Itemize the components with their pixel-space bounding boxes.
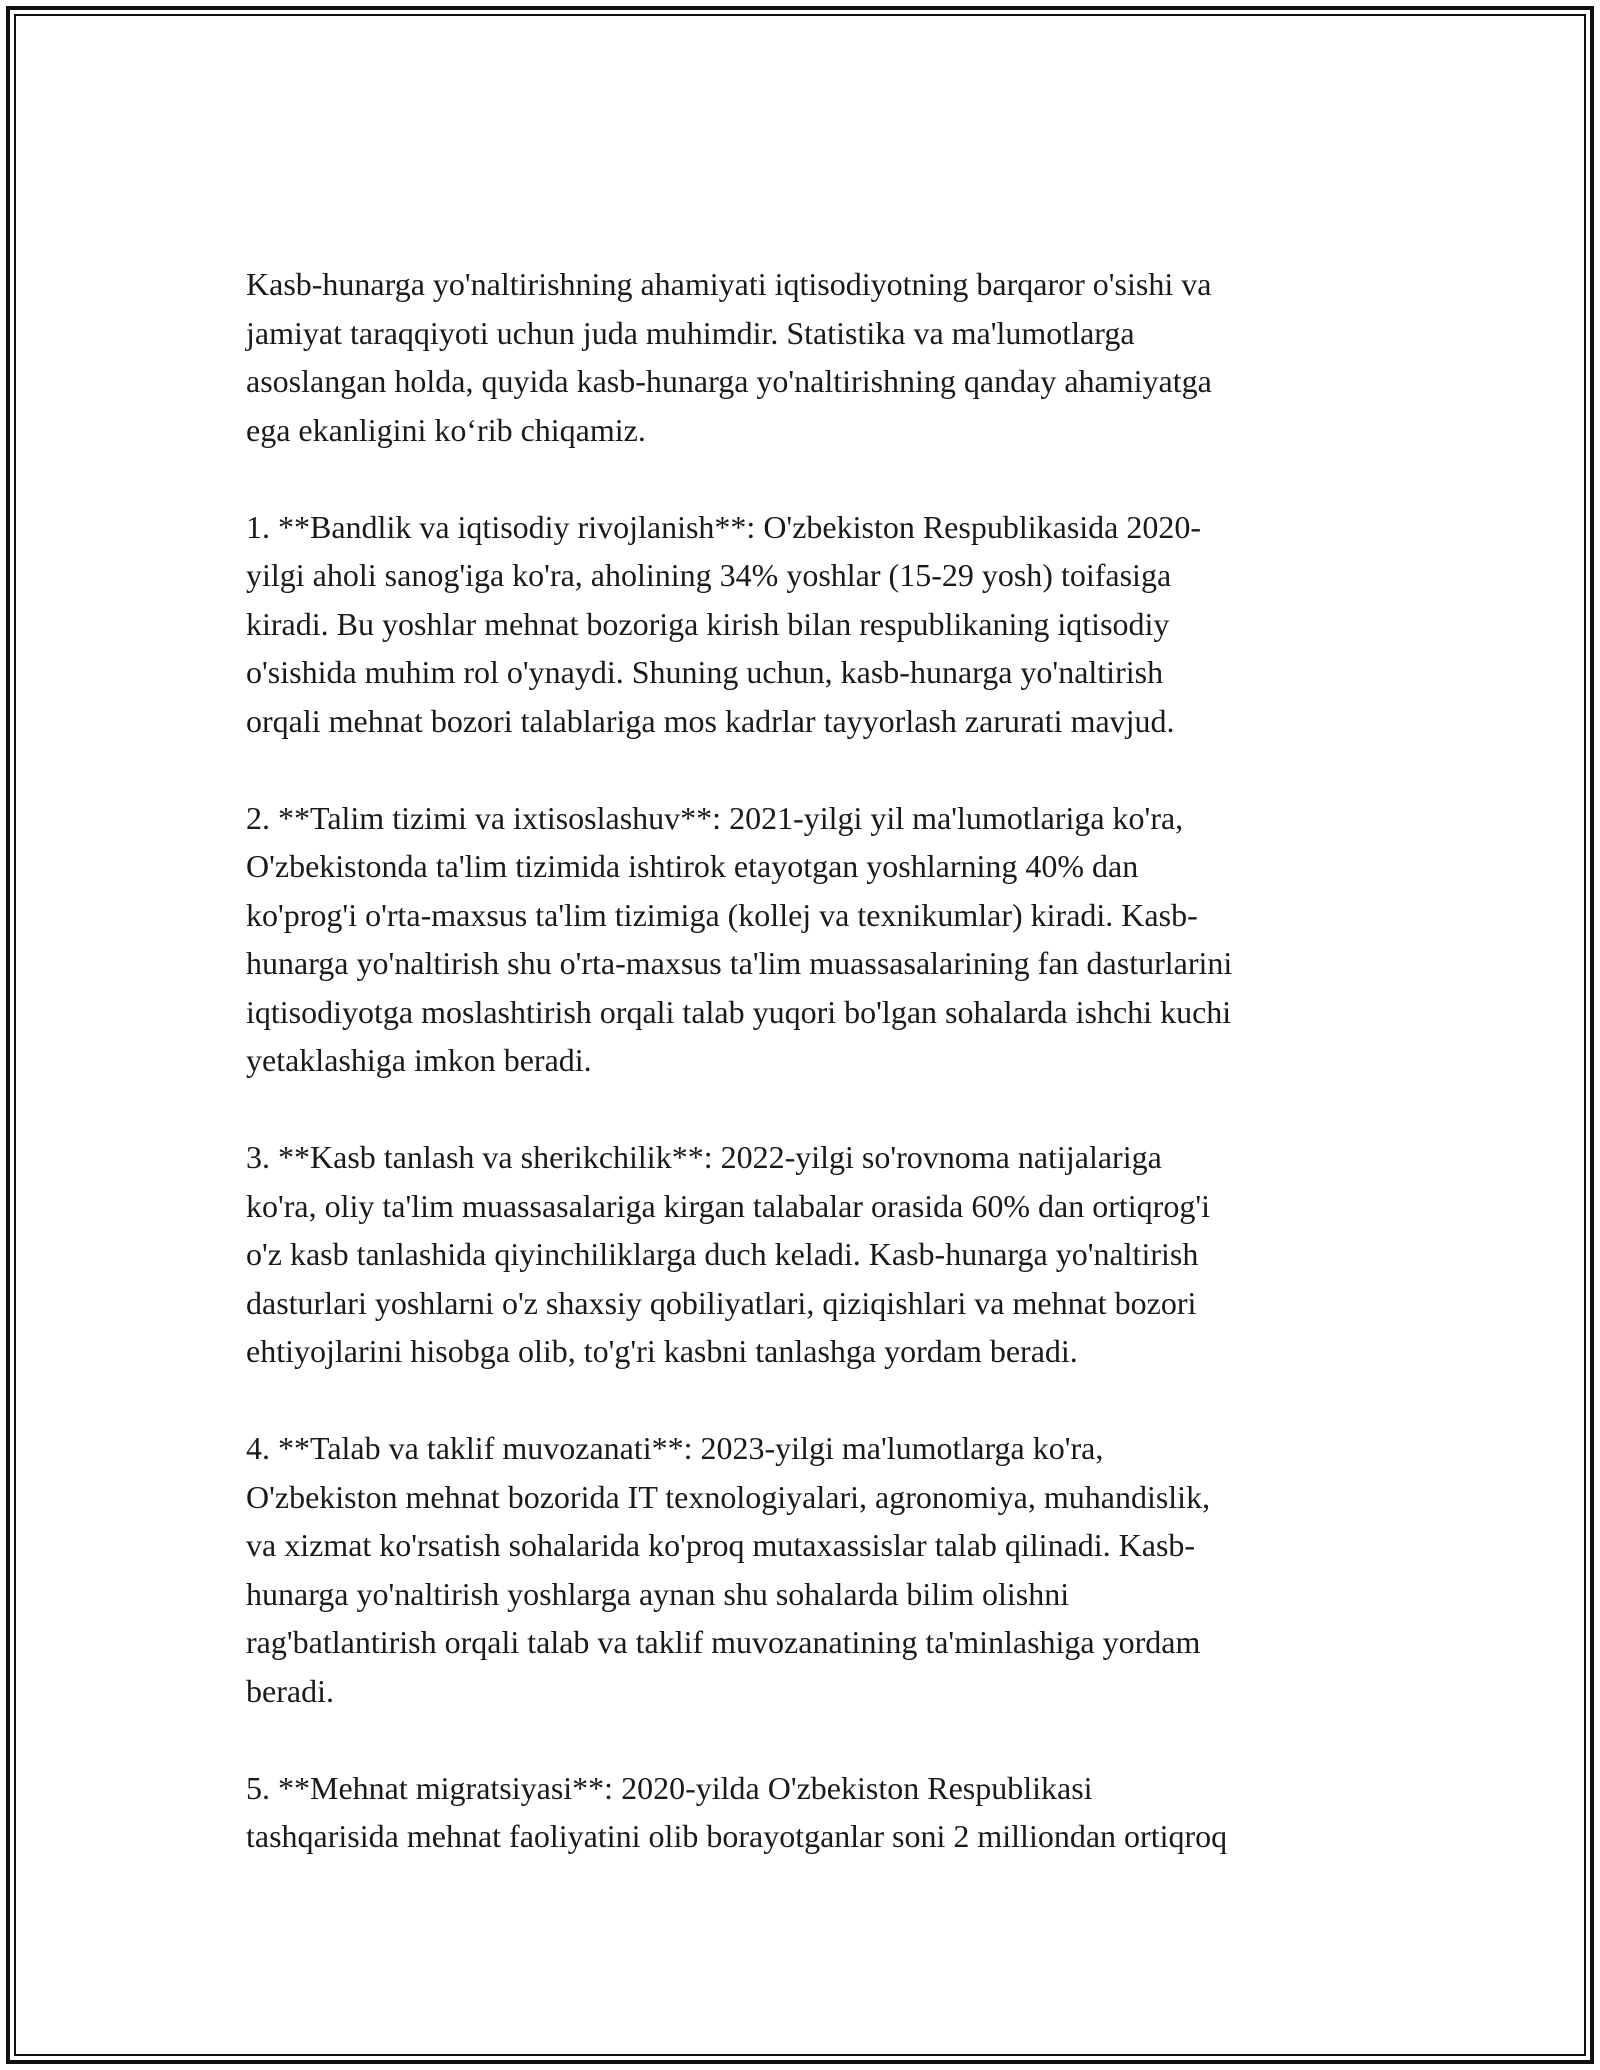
- paragraph-employment: 1. **Bandlik va iqtisodiy rivojlanish**: O'zbekiston Respublikasida 2020- yilgi aholi sanog'iga ko'ra, aholining 34% yoshlar (15-29 yosh) toifasiga kiradi. Bu yoshlar mehnat bozoriga kirish bilan respublikaning iqtisodiy o'sishida muhim rol o'ynaydi. Shuning uchun, kasb-hunarga yo'naltirish orqali mehnat bozori talablariga mos kadrlar tayyorlash zarurati mavjud.: [246, 508, 1202, 739]
- paragraph-labor-migration: 5. **Mehnat migratsiyasi**: 2020-yilda O'zbekiston Respublikasi tashqarisida mehnat faoliyatini olib borayotganlar soni 2 milliondan ortiqroq: [246, 1769, 1228, 1854]
- intro-paragraph: Kasb-hunarga yo'naltirishning ahamiyati iqtisodiyotning barqaror o'sishi va jamiyat taraqqiyoti uchun juda muhimdir. Statistika va ma'lumotlarga asoslangan holda, quyida kasb-hunarga yo'naltirishning qanday ahamiyatga ega ekanligini ko‘rib chiqamiz.: [246, 266, 1212, 448]
- paragraph-supply-demand: 4. **Talab va taklif muvozanati**: 2023-yilgi ma'lumotlarga ko'ra, O'zbekiston mehnat bozorida IT texnologiyalari, agronomiya, muhandislik, va xizmat ko'rsatish sohalarida ko'proq mutaxassislar talab qilinadi. Kasb- hunarga yo'naltirish yoshlarga aynan shu sohalarda bilim olishni rag'batlantirish orqali talab va taklif muvozanatining ta'minlashiga yordam beradi.: [246, 1430, 1211, 1709]
- paragraph-career-choice: 3. **Kasb tanlash va sherikchilik**: 2022-yilgi so'rovnoma natijalariga ko'ra, oliy ta'lim muassasalariga kirgan talabalar orasida 60% dan ortiqrog'i o'z kasb tanlashida qiyinchiliklarga duch keladi. Kasb-hunarga yo'naltirish dasturlari yoshlarni o'z shaxsiy qobiliyatlari, qiziqishlari va mehnat bozori ehtiyojlarini hisobga olib, to'g'ri kasbni tanlashga yordam beradi.: [246, 1139, 1210, 1369]
- page-border: [6, 6, 1594, 2064]
- document-body: [246, 260, 1386, 1861]
- paragraph-education-system: 2. **Talim tizimi va ixtisoslashuv**: 2021-yilgi yil ma'lumotlariga ko'ra, O'zbekistonda ta'lim tizimida ishtirok etayotgan yoshlarning 40% dan ko'prog'i o'rta-maxsus ta'lim tizimiga (kollej va texnikumlar) kiradi. Kasb- hunarga yo'naltirish shu o'rta-maxsus ta'lim muassasalarining fan dasturlarini iqtisodiyotga moslashtirish orqali talab yuqori bo'lgan sohalarda ishchi kuchi yetaklashiga imkon beradi.: [246, 799, 1233, 1078]
